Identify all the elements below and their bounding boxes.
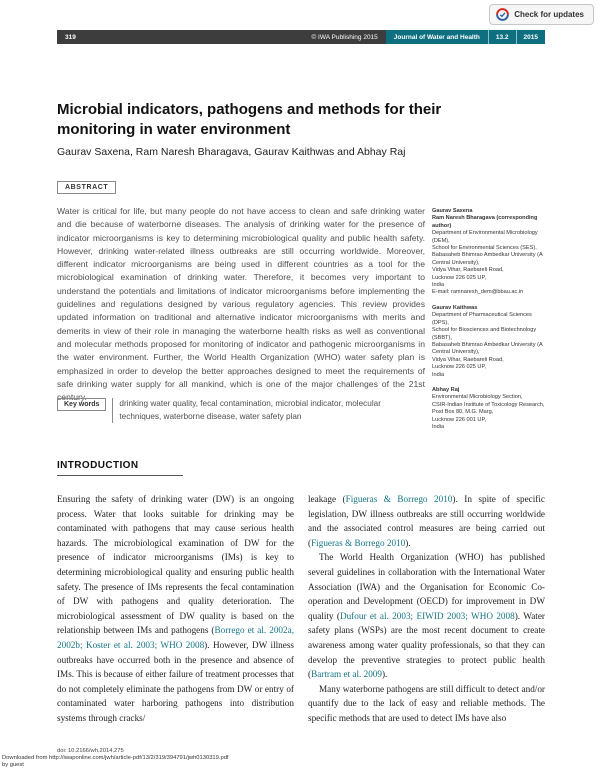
body-column-right	[308, 492, 545, 726]
affiliation-line: Lucknow 226 025 UP,	[432, 364, 487, 371]
keywords-text: drinking water quality, fecal contamination, microbial indicator, molecular techniques, waterborne disease, water safety plan	[119, 399, 381, 421]
body-paragraph	[308, 550, 545, 681]
text-segment: ). In spite of specific legislation, DW illness outbreaks are still occurring worldwide and the associated control measures are being carried out (	[308, 494, 545, 548]
affiliation-line: CSIR-Indian Institute of Toxicology Research,	[432, 401, 545, 408]
text-segment: Many waterborne pathogens are still difficult to detect and/or quantify due to the lack of easy and reliable methods. The specific methods that are used to detect IMs have also	[308, 683, 545, 723]
footer-line2: by guest	[2, 761, 24, 768]
affiliation-line: Vidya Vihar, Raebareli Road,	[432, 356, 504, 363]
text-segment: The World Health Organization (WHO) has published several guidelines in collaboration with the International Water Association (IWA) and the Organisation for Economic Co-operation and Development (OECD) for improvement in DW quality (	[308, 552, 545, 621]
affiliation-line: India	[432, 282, 445, 289]
article-title: Microbial indicators, pathogens and methods for their monitoring in water environment	[57, 101, 442, 138]
doi-text: doi: 10.2166/wh.2014.275	[57, 748, 124, 754]
affiliation-author-name: Gaurav Saxena	[432, 208, 473, 214]
text-segment: ).	[405, 537, 411, 548]
check-for-updates-button[interactable]	[489, 4, 594, 25]
citation-link[interactable]: Figueras & Borrego 2010	[345, 494, 453, 504]
download-footer	[2, 755, 229, 768]
text-segment: leakage (	[308, 494, 346, 504]
text-segment: ). Water safety plans (WSPs) are the most recent document to create awareness among water quality professionals, so that they can develop the preventive strategies to protect public health (	[308, 610, 545, 680]
affiliation-block	[432, 387, 548, 431]
article-authors: Gaurav Saxena, Ram Naresh Bharagava, Gaurav Kaithwas and Abhay Raj	[57, 146, 406, 158]
page-number: 319	[65, 33, 76, 41]
affiliation-line: Department of Pharmaceutical Sciences (DPS),	[432, 312, 532, 326]
affiliation-line: Lucknow 226 001 UP,	[432, 416, 487, 423]
copyright-text: © IWA Publishing 2015	[311, 33, 378, 41]
affiliation-line: Environmental Microbiology Section,	[432, 394, 523, 401]
affiliation-line: Central University),	[432, 259, 480, 266]
affiliation-block	[432, 208, 548, 297]
crossmark-icon	[496, 8, 509, 21]
citation-link[interactable]: Dufour et al. 2003; EIWID 2003; WHO 2008	[339, 610, 515, 621]
citation-link[interactable]: Borrego et al. 2002a, 2002b; Koster et al. 2003; WHO 2008	[57, 625, 294, 650]
text-segment: Ensuring the safety of drinking water (DW) is an ongoing process. Water that looks suitable for drinking may be contaminated with pathogens that may cause serious health hazards. The microbiological examination of DW for the presence of indicator microorganisms (IMs) is key to determining microbiological quality and ensuring public health safety. The presence of IMs represents the fecal contamination of DW with pathogens and quality deterioration. The microbiological assessment of DW quality is based on the relationship between IMs and pathogens (	[57, 494, 294, 636]
text-segment: ).	[382, 669, 388, 680]
keywords-label: Key words	[57, 398, 106, 411]
affiliation-author-name: Gaurav Kaithwas	[432, 304, 478, 311]
affiliation-line: School for Biosciences and Biotechnology (SBBT),	[432, 327, 537, 341]
text-segment: ). However, DW illness outbreaks have occurred both in the presence and absence of IMs. This is because of either failure of treatment processes that do not completely eliminate the pathogens from DW or entry of contaminated water harboring pathogens into distribution systems through cracks/	[57, 639, 295, 723]
introduction-heading: INTRODUCTION	[57, 460, 183, 476]
affiliation-line: Post Box 80, M.G. Marg,	[432, 409, 494, 416]
citation-link[interactable]: Bartram et al. 2009	[311, 669, 382, 680]
affiliation-line: Department of Environmental Microbiology (DEM),	[432, 230, 538, 244]
author-affiliations	[432, 208, 548, 439]
affiliation-line: India	[432, 423, 445, 430]
footer-line1: Downloaded from http://iwaponline.com/jwh/article-pdf/13/2/319/394791/jwh0130319.pdf	[2, 755, 229, 761]
check-for-updates-label: Check for updates	[514, 10, 584, 19]
affiliation-line: E-mail: ramnaresh_dem@bbau.ac.in	[432, 289, 524, 296]
affiliation-line: Vidya Vihar, Raebareli Road,	[432, 267, 504, 274]
journal-header-bar	[57, 30, 545, 44]
keywords-divider	[112, 398, 113, 423]
affiliation-author-name: Abhay Raj	[432, 386, 460, 393]
affiliation-line: Babasaheb Bhimrao Ambedkar University (A	[432, 341, 543, 348]
body-paragraph	[57, 492, 294, 726]
keywords-row	[57, 398, 425, 423]
journal-volume: 13.2	[488, 30, 516, 44]
affiliation-block	[432, 305, 548, 379]
affiliation-line: School for Environmental Sciences (SES),	[432, 245, 537, 252]
journal-name: Journal of Water and Health	[386, 30, 488, 44]
header-spacer	[84, 30, 304, 44]
journal-year: 2015	[516, 30, 545, 44]
abstract-heading: ABSTRACT	[57, 181, 116, 194]
affiliation-line: India	[432, 371, 445, 378]
affiliation-line: Lucknow 226 025 UP,	[432, 274, 487, 281]
body-paragraph	[308, 682, 545, 726]
affiliation-line: Central University),	[432, 349, 480, 356]
body-paragraph	[308, 492, 545, 550]
citation-link[interactable]: Figueras & Borrego 2010	[311, 537, 406, 548]
affiliation-line: Babasaheb Bhimrao Ambedkar University (A	[432, 252, 543, 259]
abstract-text: Water is critical for life, but many people do not have access to clean and safe drinking water and die because of waterborne diseases. The analysis of drinking water for the presence of indicator microorganisms is key to determining microbiological quality and public health safety. However, drinking water-related illness outbreaks are still occurring worldwide. Moreover, different indicator microorganisms are being used in different countries as a tool for the microbiological examination of drinking water. Therefore, it becomes very important to understand the potentials and limitations of indicator microorganisms before implementing the guidelines and regulations designed by various regulatory agencies. This review provides updated information on traditional and alternative indicator microorganisms with merits and demerits in view of their role in managing the waterborne health risks as well as conventional and molecular methods proposed for monitoring of indicator and pathogenic microorganisms in the water environment. Further, the World Health Organization (WHO) water safety plan is emphasized in order to develop the better approaches designed to meet the requirements of safe drinking water supply for all mankind, which is one of the major challenges of the 21st century.	[57, 206, 425, 403]
body-column-left	[57, 492, 294, 726]
affiliation-author-name: Ram Naresh Bharagava (corresponding author)	[432, 215, 538, 229]
